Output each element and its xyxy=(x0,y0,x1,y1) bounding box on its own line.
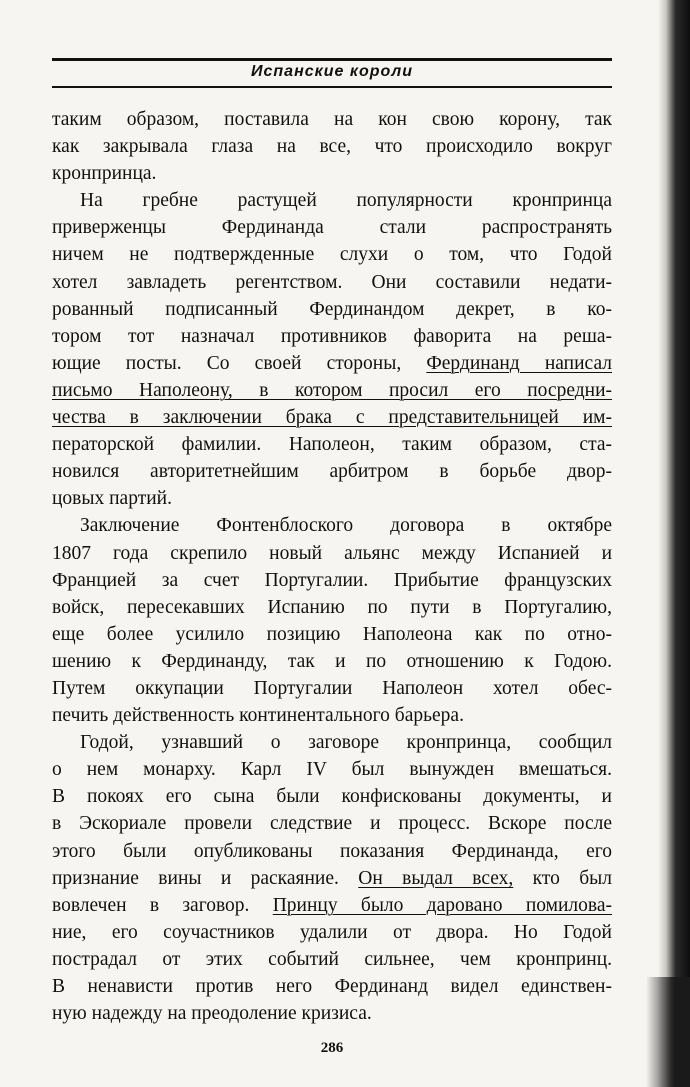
text-line: ничем не подтвержденные слухи о том, что Годой xyxy=(52,244,612,266)
text-line: ние, его соучастников удалили от двора. Но Годой xyxy=(52,921,612,943)
text-line: шению к Фердинанду, так и по отношению к Годою. xyxy=(52,650,612,672)
text-line: новился авторитетнейшим арбитром в борьбе двор- xyxy=(52,461,612,483)
text-line xyxy=(52,865,612,892)
text-line: еще более усилило позицию Наполеона как по отно- xyxy=(52,623,612,645)
book-spine-shadow-bottom xyxy=(646,977,690,1087)
text-line: Францией за счет Португалии. Прибытие французских xyxy=(52,569,612,591)
text-segment: вовлечен в заговор. xyxy=(52,894,250,916)
text-line: в Эскориале провели следствие и процесс. Вскоре после xyxy=(52,813,612,835)
text-line: тором тот назначал противников фаворита на реша- xyxy=(52,325,612,347)
header-rule-top xyxy=(52,58,612,61)
text-line: Годой, узнавший о заговоре кронпринца, сообщил xyxy=(80,732,612,754)
book-spine-shadow xyxy=(658,0,690,1087)
text-line: приверженцы Фердинанда стали распространять xyxy=(52,217,612,239)
text-line: цовых партий. xyxy=(52,488,172,510)
running-header-title: Испанские короли xyxy=(250,63,414,80)
body-text xyxy=(52,106,612,1027)
text-segment: кто был xyxy=(513,867,612,889)
underlined-text: Принцу было даровано помилова- xyxy=(272,894,612,916)
text-line: ную надежду на преодоление кризиса. xyxy=(52,1003,372,1025)
underlined-text-line: чества в заключении брака с представительницей им- xyxy=(52,407,612,429)
text-line: печить действенность континентального барьера. xyxy=(52,705,464,727)
text-segment: признание вины и раскаяние. xyxy=(52,867,339,889)
text-line: В покоях его сына были конфискованы документы, и xyxy=(52,786,612,808)
text-line xyxy=(52,350,612,377)
underlined-text-line: письмо Наполеону, в котором просил его посредни- xyxy=(52,379,612,401)
running-header xyxy=(52,58,612,88)
underlined-text: Он выдал всех, xyxy=(358,867,514,889)
text-line: войск, пересекавших Испанию по пути в Португалию, xyxy=(52,596,612,618)
text-line: пострадал от этих событий сильнее, чем кронпринц. xyxy=(52,948,612,970)
text-line: ператорской фамилии. Наполеон, таким образом, ста- xyxy=(52,434,612,456)
text-line: как закрывала глаза на все, что происходило вокруг xyxy=(52,136,612,158)
text-line: хотел завладеть регентством. Они составили недати- xyxy=(52,271,612,293)
text-line: таким образом, поставила на кон свою корону, так xyxy=(52,109,612,130)
text-segment: ющие посты. Со своей стороны, xyxy=(52,352,402,374)
underlined-text: Фердинанд написал xyxy=(426,352,612,374)
text-line: о нем монарху. Карл IV был вынужден вмешаться. xyxy=(52,759,612,781)
page-number: 286 xyxy=(320,1040,344,1056)
text-line: кронпринца. xyxy=(52,163,157,185)
text-line: рованный подписанный Фердинандом декрет, в ко- xyxy=(52,298,612,320)
text-line: На гребне растущей популярности кронпринца xyxy=(80,190,612,212)
text-line xyxy=(52,892,612,919)
text-line: Путем оккупации Португалии Наполеон хотел обес- xyxy=(52,677,612,699)
text-line: 1807 года скрепило новый альянс между Испанией и xyxy=(52,542,612,564)
text-line: этого были опубликованы показания Фердинанда, его xyxy=(52,840,612,862)
text-line: Заключение Фонтенблоского договора в октябре xyxy=(80,515,612,537)
text-line: В ненависти против него Фердинанд видел единствен- xyxy=(52,976,612,997)
header-rule-bottom xyxy=(52,86,612,88)
